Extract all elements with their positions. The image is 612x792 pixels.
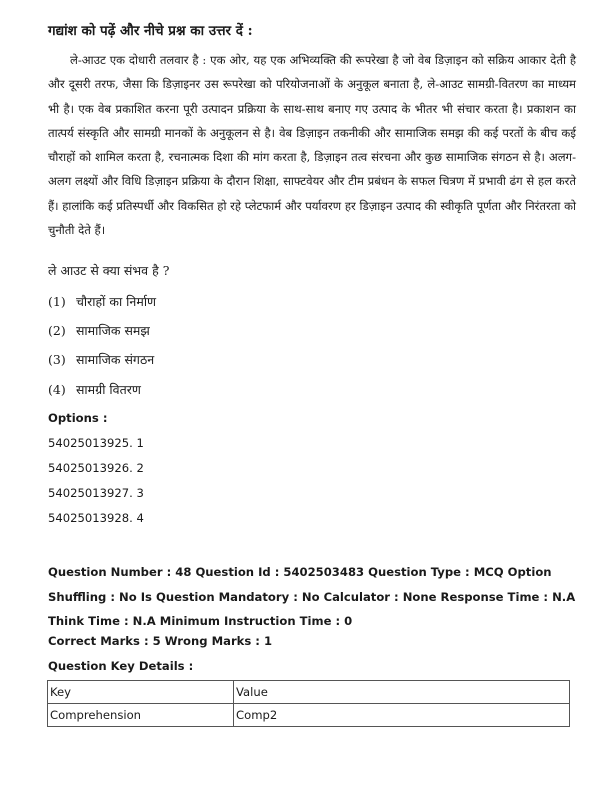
choice-text: चौराहों का निर्माण [75,294,157,309]
question-text: ले आउट से क्या संभव है ? [48,263,170,278]
table-row [48,704,570,727]
options-label: Options : [48,411,108,425]
choice-3 [48,352,154,368]
table-header-row [48,681,570,704]
choice-number: (2) [48,323,66,338]
table-cell-key: Comprehension [48,704,234,727]
option-id-2: 54025013926. 2 [48,461,144,475]
choice-2 [48,323,150,339]
table-header-value: Value [234,681,570,704]
table-header-key: Key [48,681,234,704]
table-cell-value: Comp2 [234,704,570,727]
key-details-table [47,680,570,727]
choice-1 [48,294,156,310]
choice-number: (4) [48,382,66,397]
key-details-label: Question Key Details : [48,659,194,673]
instruction-heading: गद्यांश को पढ़ें और नीचे प्रश्न का उत्तर दें : [48,23,253,39]
choice-text: सामाजिक समझ [75,323,150,338]
option-id-1: 54025013925. 1 [48,436,144,450]
choice-text: सामग्री वितरण [75,382,141,397]
option-id-3: 54025013927. 3 [48,486,144,500]
passage-section [48,22,576,242]
question-metadata: Question Number : 48 Question Id : 5402503483 Question Type : MCQ Option Shuffling : No Is Question Mandatory : No Calculator : None Response Time : N.A Think Time : N.A Minimum Instruction Time : 0 [48,565,576,628]
choice-text: सामाजिक संगठन [75,352,155,367]
choice-4 [48,382,141,398]
choice-number: (1) [48,294,66,309]
choice-number: (3) [48,352,66,367]
marks-info: Correct Marks : 5 Wrong Marks : 1 [48,634,273,648]
option-id-4: 54025013928. 4 [48,511,144,525]
passage-text: ले-आउट एक दोधारी तलवार है : एक ओर, यह एक अभिव्यक्ति की रूपरेखा है जो वेब डिज़ाइन को सक्रिय आकार देती है और दूसरी तरफ, जैसा कि डिज़ाइनर उस रूपरेखा को परियोजनाओं के अनुकूल बनाता है, ले-आउट सामग्री-वितरण का माध्यम भी है। एक वेब प्रकाशित करना पूरी उत्पादन प्रक्रिया के साथ-साथ बनाए गए उत्पाद के भीतर भी संचार करता है। प्रकाशन का तात्पर्य संस्कृति और सामग्री मानकों के अनुकूलन से है। वेब डिज़ाइन तकनीकी और सामाजिक समझ की कई परतों के बीच कई चौराहों को शामिल करता है, रचनात्मक दिशा की मांग करता है, डिज़ाइन तत्व संरचना और कुछ सामाजिक संगठन से है। अलग-अलग लक्ष्यों और विधि डिज़ाइन प्रक्रिया के दौरान शिक्षा, साफ्टवेयर और टीम प्रबंधन के सफल चित्रण में प्रभावी ढंग से हल करते हैं। हालांकि कई प्रतिस्पर्धी और विकसित हो रहे प्लेटफार्म और पर्यावरण हर डिज़ाइन उत्पाद की स्वीकृति पूर्णता और निरंतरता को चुनौती देते हैं। [48,53,576,238]
